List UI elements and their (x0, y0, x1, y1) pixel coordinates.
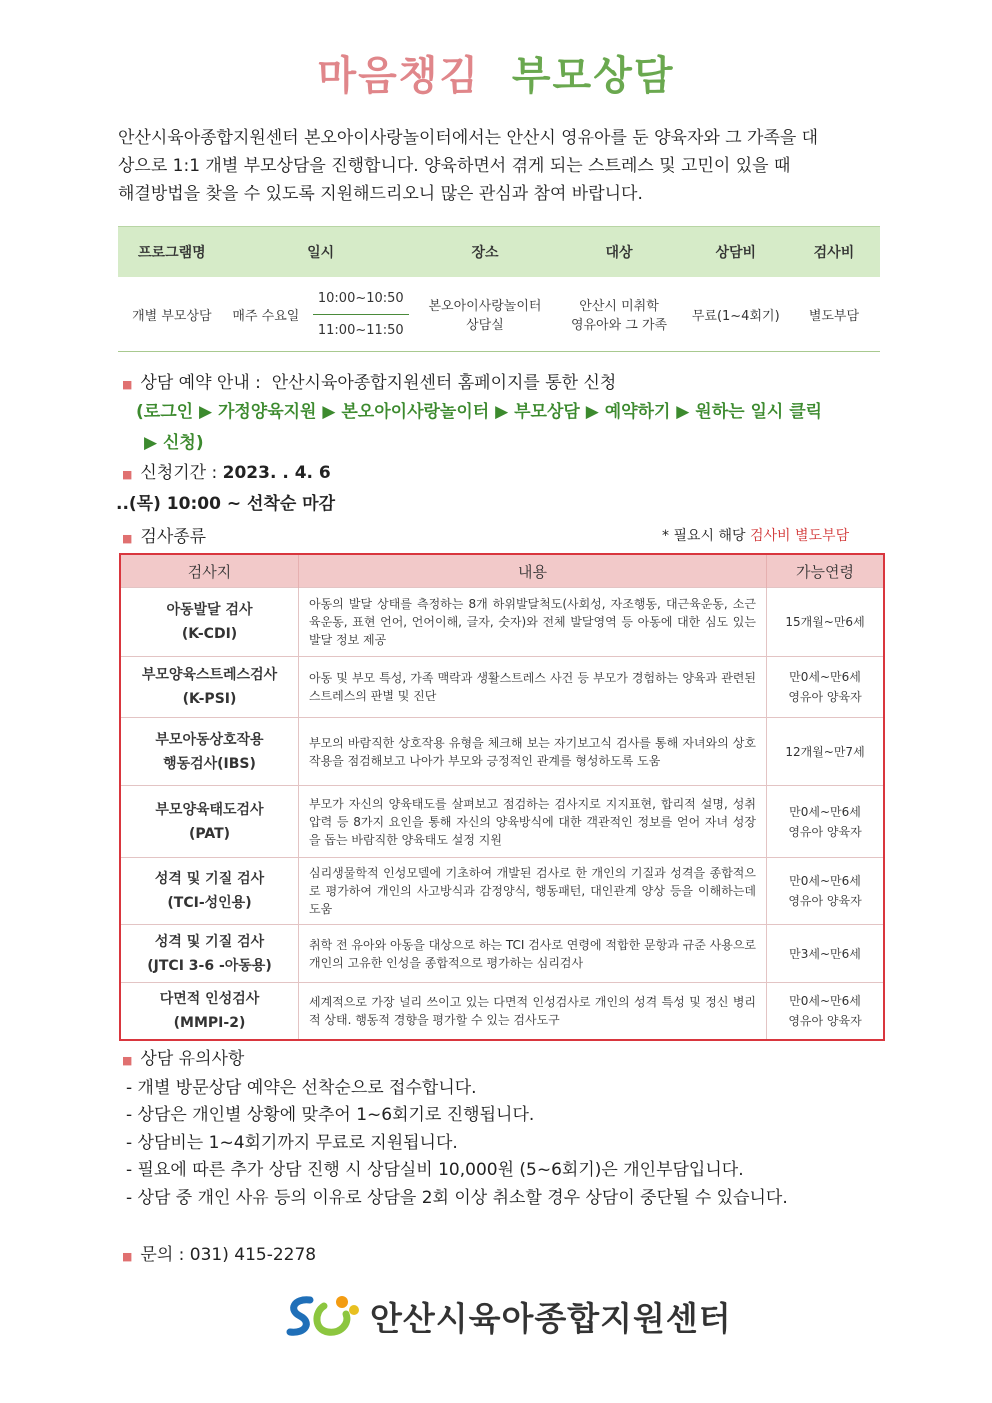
exam-age-line: 만0세~만6세 (789, 804, 861, 819)
exam-row (121, 588, 883, 657)
exam-row (121, 786, 883, 858)
reservation-path-end: ▶ 신청) (144, 433, 204, 453)
exam-label-line (122, 522, 206, 547)
note-item: - 개별 방문상담 예약은 선착순으로 접수합니다. (126, 1077, 477, 1098)
note-item: - 필요에 따른 추가 상담 진행 시 상담실비 10,000원 (5~6회기)은 개인부담입니다. (126, 1160, 744, 1180)
exam-age (767, 983, 884, 1039)
schedule-row (118, 277, 880, 352)
time-slot-2: 11:00~11:50 (317, 322, 404, 338)
center-logo-text: 안산시육아종합지원센터 (370, 1298, 732, 1338)
bullet-icon: ■ (122, 1054, 133, 1067)
title-part2: 부모상담 (511, 53, 675, 99)
exam-name-line: (JTCI 3-6 -아동용) (147, 957, 272, 974)
reservation-label: 상담 예약 안내 : (140, 373, 261, 393)
schedule-table (118, 226, 880, 352)
program-name: 개별 부모상담 (118, 277, 226, 352)
place-line: 상담실 (466, 318, 504, 333)
exam-age-line: 영유아 양육자 (788, 1013, 862, 1028)
program-place (416, 277, 555, 352)
exam-header-row (121, 555, 883, 588)
notes-section (122, 1046, 788, 1212)
program-fee: 무료(1~4회기) (684, 277, 788, 352)
intro-paragraph (118, 124, 878, 208)
notes-title (122, 1046, 788, 1075)
page-title (0, 44, 992, 101)
exam-name-line: 아동발달 검사 (166, 602, 253, 618)
exam-label: 검사종류 (140, 527, 207, 547)
exam-age (767, 925, 884, 983)
exam-note-red: 검사비 별도부담 (749, 528, 850, 544)
exam-name (121, 718, 299, 786)
schedule-header: 프로그램명 (118, 227, 226, 278)
intro-line: 해결방법을 찾을 수 있도록 지원해드리오니 많은 관심과 참여 바랍니다. (118, 184, 643, 204)
exam-name-line: 행동검사(IBS) (163, 755, 256, 772)
contact-phone: 031) 415-2278 (189, 1245, 317, 1265)
exam-name-line: 성격 및 기질 검사 (154, 871, 265, 887)
note-item: - 상담 중 개인 사유 등의 이유로 상담을 2회 이상 취소할 경우 상담이 중단될 수 있습니다. (126, 1187, 788, 1208)
reservation-text: 안산시육아종합지원센터 홈페이지를 통한 신청 (271, 373, 617, 393)
exam-row (121, 858, 883, 925)
exam-name-line: (MMPI-2) (173, 1014, 246, 1031)
exam-age-line: 만0세~만6세 (789, 993, 861, 1008)
exam-desc: 부모의 바람직한 상호작용 유형을 체크해 보는 자기보고식 검사를 통해 자녀와의 상호작용을 점검해보고 나아가 부모와 긍정적인 관계를 형성하도록 도움 (299, 718, 767, 786)
center-logo (284, 1292, 732, 1340)
program-target (554, 277, 683, 352)
exam-header: 내용 (299, 555, 767, 588)
target-line: 영유아와 그 가족 (570, 318, 668, 333)
exam-header: 검사지 (121, 555, 299, 588)
exam-age (767, 786, 884, 858)
exam-note-prefix: * 필요시 해당 (662, 528, 750, 544)
exam-name-line: (K-CDI) (181, 626, 238, 642)
time-slot-1: 10:00~10:50 (317, 290, 404, 306)
exam-name (121, 925, 299, 983)
exam-desc: 아동 및 부모 특성, 가족 맥락과 생활스트레스 사건 등 부모가 경험하는 양육과 관련된 스트레스의 판별 및 진단 (299, 657, 767, 718)
program-times (306, 277, 415, 352)
bullet-icon: ■ (122, 378, 133, 391)
schedule-header: 검사비 (788, 227, 880, 278)
exam-table-frame (119, 553, 885, 1041)
intro-line: 안산시육아종합지원센터 본오아이사랑놀이터에서는 안산시 영유아를 둔 양육자와 그 가족을 대 (118, 128, 819, 148)
exam-age (767, 858, 884, 925)
exam-age-line: 만0세~만6세 (789, 874, 861, 888)
exam-age-line: 만3세~만6세 (789, 946, 861, 961)
exam-header: 가능연령 (767, 555, 884, 588)
schedule-header: 상담비 (684, 227, 788, 278)
exam-name (121, 983, 299, 1039)
exam-age (767, 657, 884, 718)
exam-desc: 아동의 발달 상태를 측정하는 8개 하위발달척도(사회성, 자조행동, 대근육운동, 소근육운동, 표현 언어, 언어이해, 글자, 숫자)와 전체 발달영역 등 아동에 대한 심도 있는 발달 정보 제공 (299, 588, 767, 657)
exam-table (121, 555, 883, 1039)
period-date: 2023. . 4. 6 (222, 463, 331, 483)
exam-name (121, 588, 299, 657)
exam-name-line: (TCI-성인용) (167, 895, 252, 911)
exam-name (121, 786, 299, 858)
exam-age-line: 15개월~만6세 (785, 615, 865, 629)
exam-age-line: 만0세~만6세 (789, 670, 861, 684)
notes-label: 상담 유의사항 (140, 1049, 245, 1069)
exam-age (767, 718, 884, 786)
exam-row (121, 718, 883, 786)
exam-desc: 심리생물학적 인성모델에 기초하여 개발된 검사로 한 개인의 기질과 성격을 종합적으로 평가하여 개인의 사고방식과 감정양식, 행동패턴, 대인관계 양상 등을 이해하는데 도움 (299, 858, 767, 925)
exam-name-line: (PAT) (188, 825, 231, 842)
schedule-header-row (118, 227, 880, 278)
contact-label: 문의 : (140, 1245, 190, 1265)
period-line (122, 458, 331, 483)
reservation-path: (로그인 ▶ 가정양육지원 ▶ 본오아이사랑놀이터 ▶ 부모상담 ▶ 예약하기 ▶ 원하는 일시 클릭 (136, 402, 823, 422)
note-item: - 상담비는 1~4회기까지 무료로 지원됩니다. (126, 1132, 458, 1153)
schedule-header: 대상 (554, 227, 683, 278)
exam-row (121, 925, 883, 983)
center-logo-icon (284, 1292, 362, 1340)
period-line2: ..(목) 10:00 ~ 선착순 마감 (116, 494, 336, 514)
exam-name-line: 성격 및 기질 검사 (154, 933, 265, 950)
exam-desc: 세계적으로 가장 널리 쓰이고 있는 다면적 인성검사로 개인의 성격 특성 및 정신 병리적 상태. 행동적 경향을 평가할 수 있는 검사도구 (299, 983, 767, 1039)
exam-age-line: 영유아 양육자 (788, 690, 862, 704)
exam-name (121, 858, 299, 925)
time-divider (313, 314, 408, 315)
contact-line (122, 1240, 316, 1265)
title-part1: 마음챙김 (317, 53, 481, 99)
schedule-header: 일시 (226, 227, 416, 278)
bullet-icon: ■ (122, 1250, 133, 1263)
note-item: - 상담은 개인별 상황에 맞추어 1~6회기로 진행됩니다. (126, 1105, 535, 1125)
exam-age-line: 영유아 양육자 (788, 894, 862, 908)
exam-name-line: 부모아동상호작용 (155, 731, 264, 748)
schedule-header: 장소 (416, 227, 555, 278)
exam-desc: 취학 전 유아와 아동을 대상으로 하는 TCI 검사로 연령에 적합한 문항과 규준 사용으로 개인의 고유한 인성을 종합적으로 평가하는 심리검사 (299, 925, 767, 983)
exam-age (767, 588, 884, 657)
exam-age-line: 12개월~만7세 (785, 744, 865, 759)
exam-note (662, 525, 849, 545)
exam-name-line: 다면적 인성검사 (159, 990, 260, 1007)
exam-name-line: (K-PSI) (182, 691, 237, 707)
target-line: 안산시 미취학 (579, 299, 659, 314)
place-line: 본오아이사랑놀이터 (428, 299, 542, 314)
exam-name-line: 부모양육태도검사 (155, 801, 264, 818)
intro-line: 상으로 1:1 개별 부모상담을 진행합니다. 양육하면서 겪게 되는 스트레스 및 고민이 있을 때 (118, 156, 791, 176)
reservation-line (122, 368, 616, 393)
bullet-icon: ■ (122, 468, 133, 481)
period-label: 신청기간 : (140, 463, 223, 483)
bullet-icon: ■ (122, 532, 133, 545)
program-day: 매주 수요일 (226, 277, 306, 352)
exam-row (121, 657, 883, 718)
exam-name-line: 부모양육스트레스검사 (141, 667, 278, 683)
exam-name (121, 657, 299, 718)
exam-age-line: 영유아 양육자 (788, 824, 862, 839)
exam-desc: 부모가 자신의 양육태도를 살펴보고 점검하는 검사지로 지지표현, 합리적 설명, 성취압력 등 8가지 요인을 통해 자신의 양육방식에 대한 객관적인 정보를 얻어 자녀 성장을 돕는 바람직한 양육태도 설정 지원 (299, 786, 767, 858)
program-exam-fee: 별도부담 (788, 277, 880, 352)
exam-row (121, 983, 883, 1039)
